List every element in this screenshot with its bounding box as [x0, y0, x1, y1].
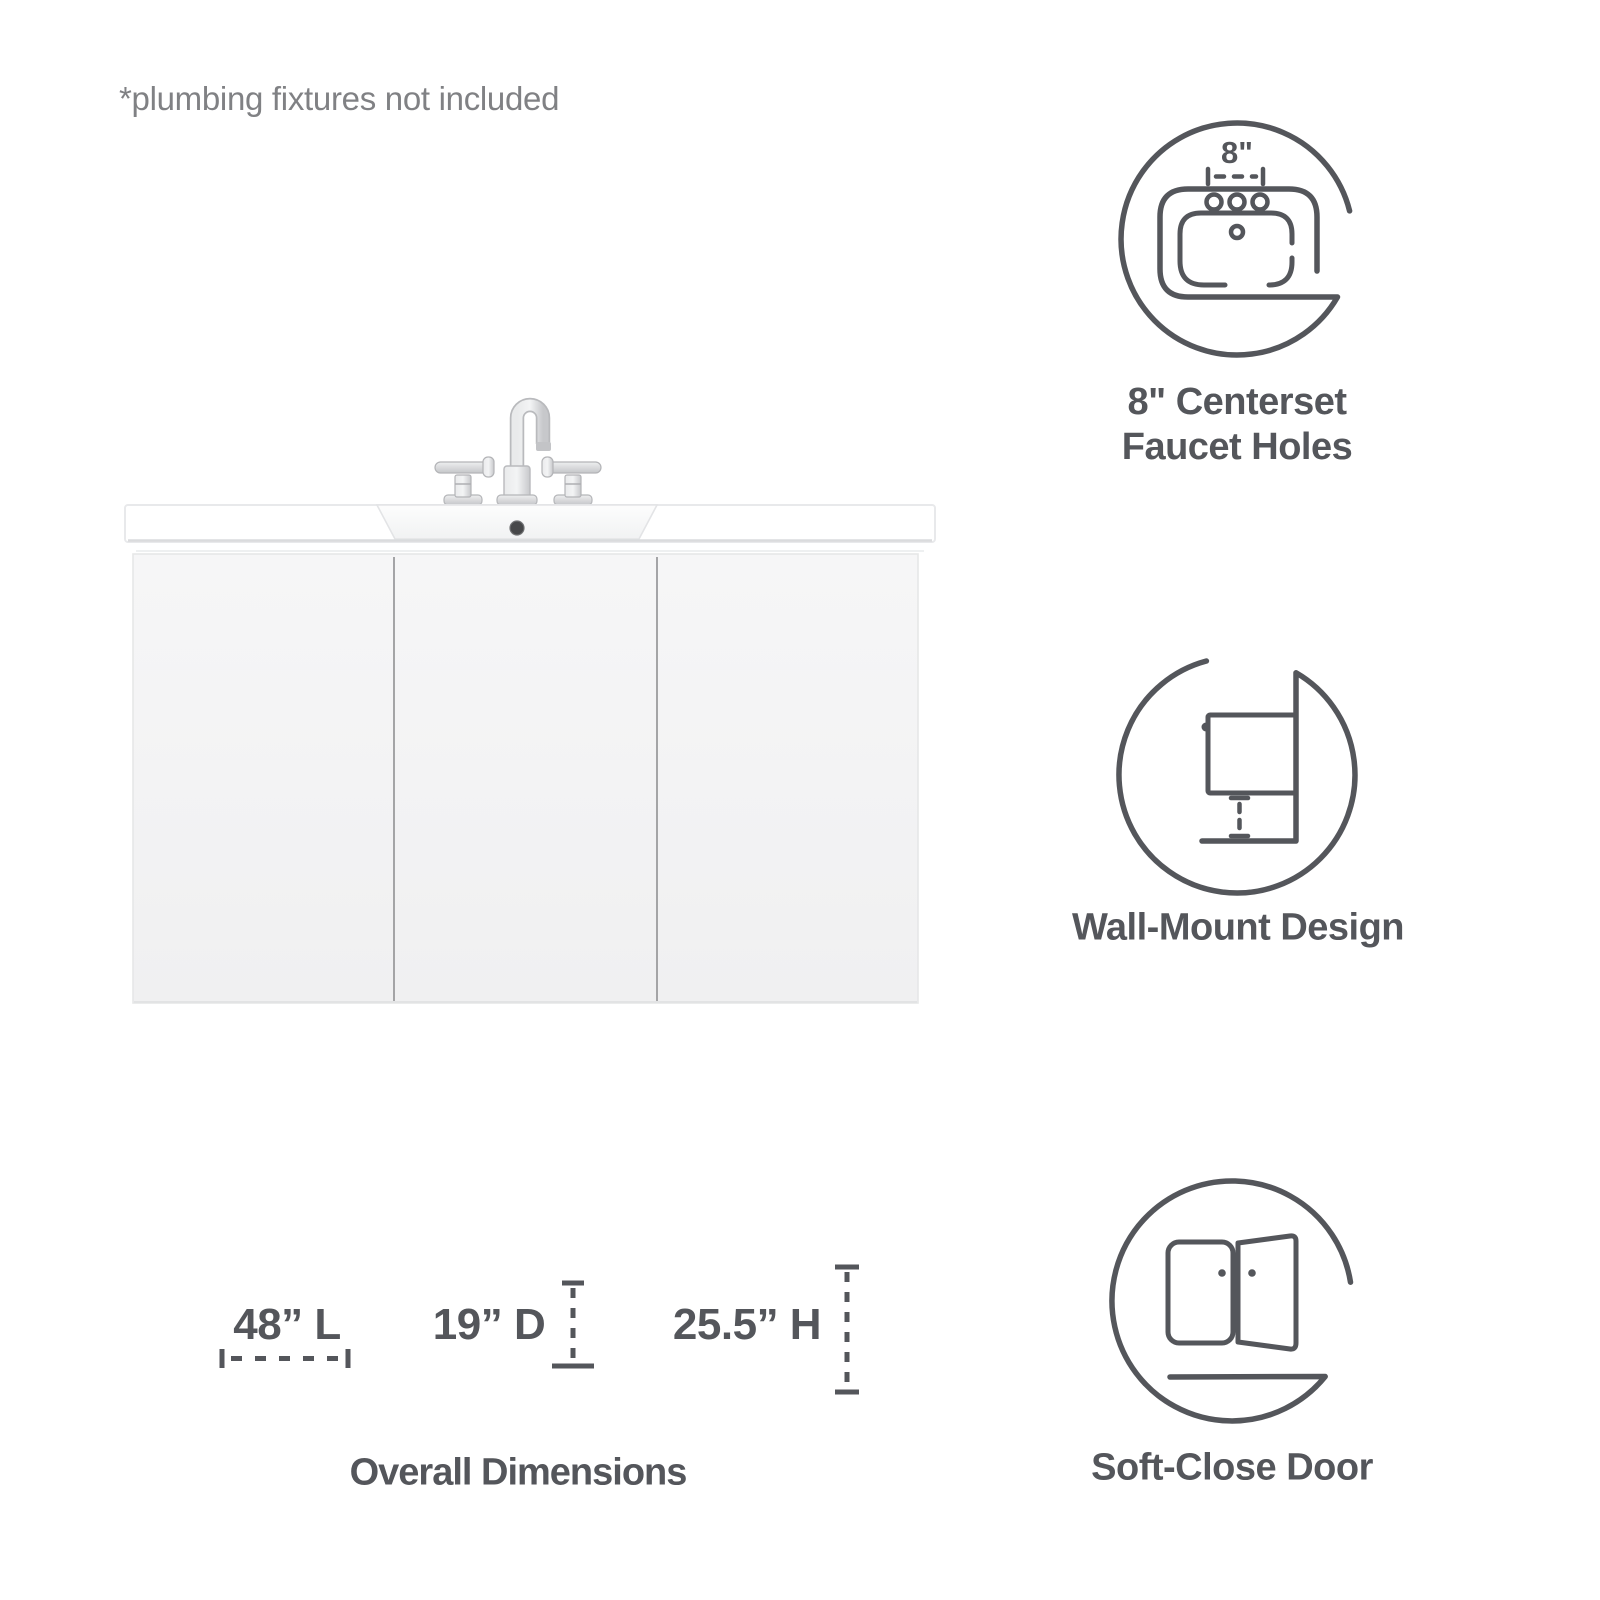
faucet-nozzle — [536, 442, 551, 451]
feature-faucet-holes-label — [1122, 380, 1353, 470]
faucet-holes-dim-label: 8" — [1221, 135, 1253, 170]
overall-dimensions-caption: Overall Dimensions — [349, 1451, 687, 1494]
feature-faucet-holes-label-line1: 8" Centerset — [1127, 381, 1347, 423]
countertop — [125, 505, 935, 542]
vanity-image — [100, 380, 960, 1020]
feature-faucet-holes — [1107, 109, 1367, 369]
overflow-drain — [510, 521, 524, 535]
cabinet-knob-dot — [1202, 723, 1211, 732]
soft-close-door-icon — [1106, 1175, 1358, 1427]
vanity-illustration — [100, 380, 960, 1020]
feature-faucet-holes-label-line2: Faucet Holes — [1121, 426, 1353, 468]
feature-soft-close-label: Soft-Close Door — [1091, 1446, 1373, 1489]
feature-soft-close — [1106, 1175, 1358, 1427]
faucet-handle-left — [435, 457, 494, 505]
length-dimension-line — [222, 1349, 348, 1368]
faucet-handle-right — [542, 457, 601, 505]
feature-wall-mount-label: Wall-Mount Design — [1071, 906, 1405, 949]
right-door-knob-dot — [1248, 1269, 1256, 1277]
plumbing-note: *plumbing fixtures not included — [119, 80, 560, 117]
faucet-spout — [497, 405, 551, 505]
depth-dimension-line — [552, 1283, 594, 1366]
left-door-knob-dot — [1218, 1269, 1226, 1277]
feature-wall-mount — [1112, 650, 1362, 900]
height-dimension-line — [835, 1267, 859, 1392]
wall-mount-icon — [1112, 650, 1362, 900]
depth-dimension-label: 19” D — [432, 1300, 546, 1349]
sink-faucet-holes-icon — [1107, 109, 1367, 369]
cabinet — [133, 551, 924, 1003]
length-dimension-label: 48” L — [233, 1300, 341, 1349]
height-dimension-label: 25.5” H — [672, 1300, 822, 1349]
